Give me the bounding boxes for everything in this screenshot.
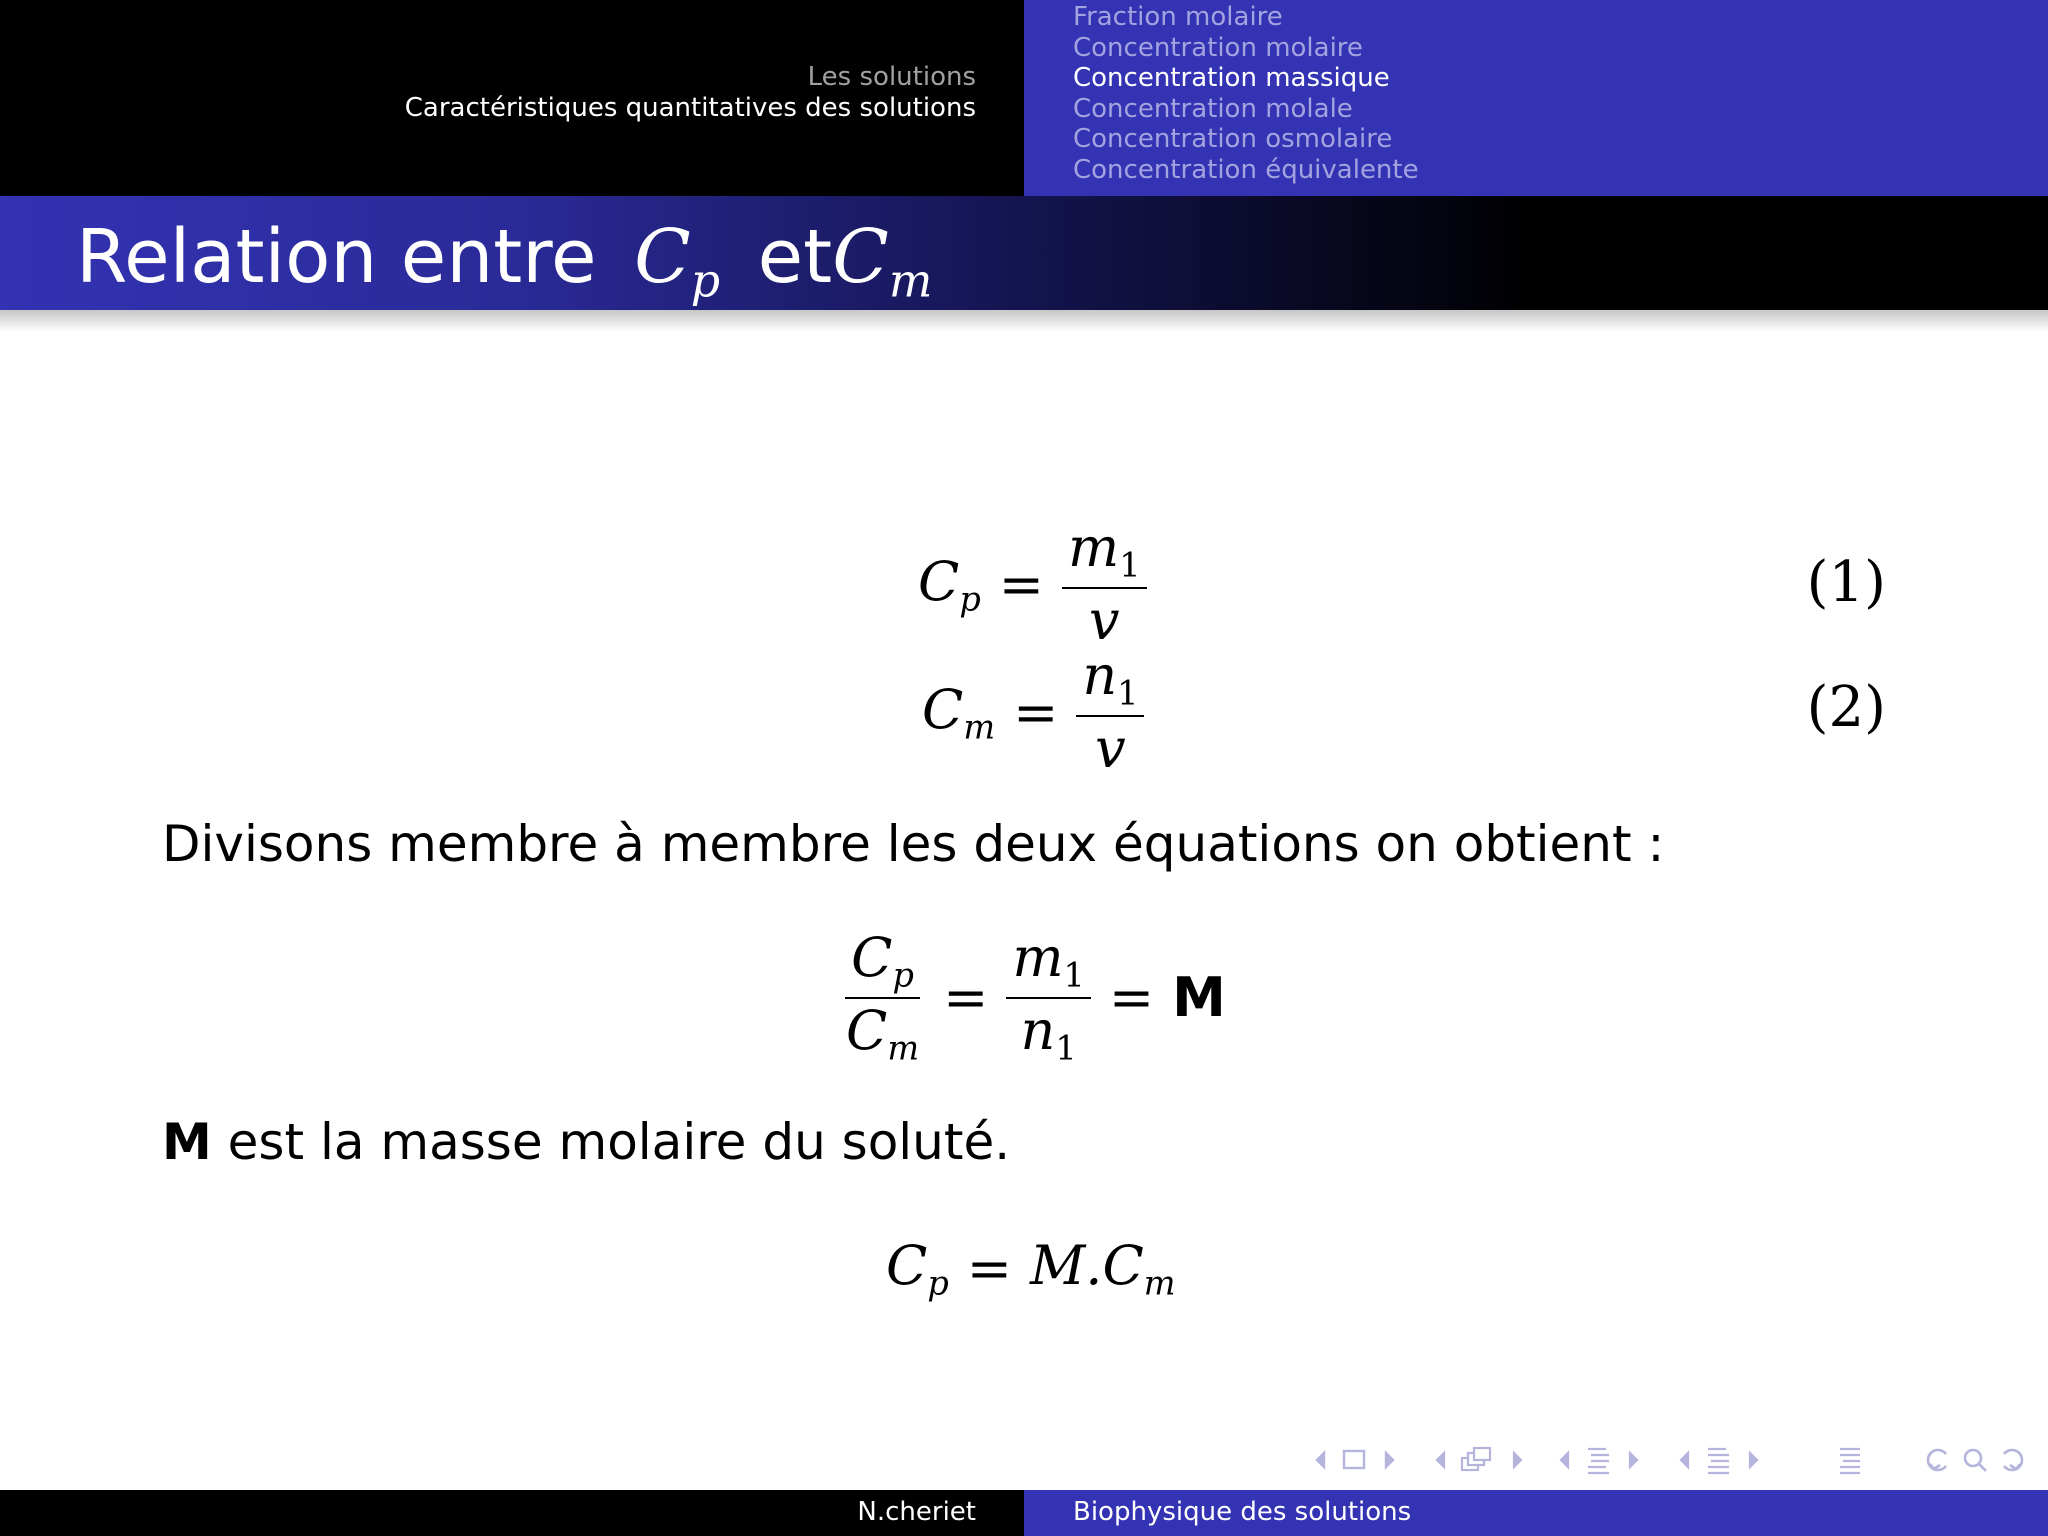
nav-item-concentration-molaire[interactable]: Concentration molaire [1073, 33, 1363, 63]
paragraph-masse-molaire: M est la masse molaire du soluté. [162, 1113, 1011, 1171]
title-shadow [0, 310, 2048, 332]
equation-1-number: (1) [1806, 550, 1886, 615]
footer-left-panel [0, 1490, 1024, 1536]
prev-frame-icon [1317, 1453, 1324, 1467]
footer-right-panel [1024, 1490, 2048, 1536]
nav-item-fraction-molaire[interactable]: Fraction molaire [1073, 2, 1283, 32]
next-section-icon [1630, 1453, 1637, 1467]
subsection-navigation[interactable] [1430, 1440, 1534, 1480]
nav-item-concentration-osmolaire[interactable]: Concentration osmolaire [1073, 124, 1393, 154]
title-mid: et [757, 214, 833, 300]
document-icon [1708, 1449, 1729, 1473]
header-subsection-title[interactable]: Caractéristiques quantitatives des solutions [404, 93, 976, 123]
title-cm: $C_m$ [832, 214, 933, 308]
section-navigation[interactable] [1554, 1440, 1650, 1480]
back-icon [1928, 1450, 1946, 1470]
prev-section-icon [1561, 1453, 1568, 1467]
footer-title[interactable]: Biophysique des solutions [1073, 1497, 1412, 1527]
next-frame-icon [1386, 1453, 1393, 1467]
search-navigation[interactable] [1920, 1440, 2030, 1480]
paragraph-divisons: Divisons membre à membre les deux équations on obtient : [162, 815, 1665, 873]
navigation-symbols [1310, 1440, 2030, 1480]
search-icon [1965, 1450, 1986, 1471]
appendix-icon[interactable] [1834, 1440, 1866, 1480]
equation-2: $C_m$ = $\frac{n_1}{v}$ [922, 648, 1144, 778]
nav-item-concentration-molale[interactable]: Concentration molale [1073, 94, 1353, 124]
header-right-panel [1024, 0, 2048, 196]
document-navigation[interactable] [1674, 1440, 1770, 1480]
equation-1: $C_p$ = $\frac{m_1}{v}$ [918, 520, 1147, 650]
section-icon [1588, 1449, 1609, 1473]
header-left-panel [0, 0, 1024, 196]
header-section-title[interactable]: Les solutions [807, 62, 976, 92]
frame-icon [1344, 1451, 1364, 1468]
prev-document-icon [1681, 1453, 1688, 1467]
nav-item-concentration-equivalente[interactable]: Concentration équivalente [1073, 155, 1419, 185]
title-prefix: Relation entre [76, 214, 597, 300]
title-cp: $C_p$ [634, 214, 721, 308]
equation-3-molar-mass: M [1172, 966, 1226, 1030]
footer-author[interactable]: N.cheriet [857, 1497, 976, 1527]
equation-3-fraction-c: $\frac{C_p}{C_m}$ [846, 926, 920, 1068]
equation-2-number: (2) [1806, 675, 1886, 740]
equation-2-fraction: $\frac{n_1}{v}$ [1076, 648, 1144, 778]
next-document-icon [1750, 1453, 1757, 1467]
next-subsection-icon [1514, 1453, 1521, 1467]
nav-item-concentration-massique[interactable]: Concentration massique [1073, 63, 1390, 93]
equation-3-fraction-mn: $\frac{m_1}{n_1}$ [1006, 930, 1091, 1066]
subsection-icon [1462, 1448, 1490, 1470]
equation-1-fraction: $\frac{m_1}{v}$ [1062, 520, 1147, 650]
equation-3: $\frac{C_p}{C_m}$ = $\frac{m_1}{n_1}$ = M [840, 930, 1226, 1066]
frame-navigation[interactable] [1310, 1440, 1406, 1480]
title-bar [0, 196, 2048, 310]
slide-title [76, 214, 932, 308]
prev-subsection-icon [1437, 1453, 1444, 1467]
forward-icon [2004, 1450, 2022, 1470]
equation-4: $C_p$ = $M.C_m$ [886, 1234, 1176, 1303]
